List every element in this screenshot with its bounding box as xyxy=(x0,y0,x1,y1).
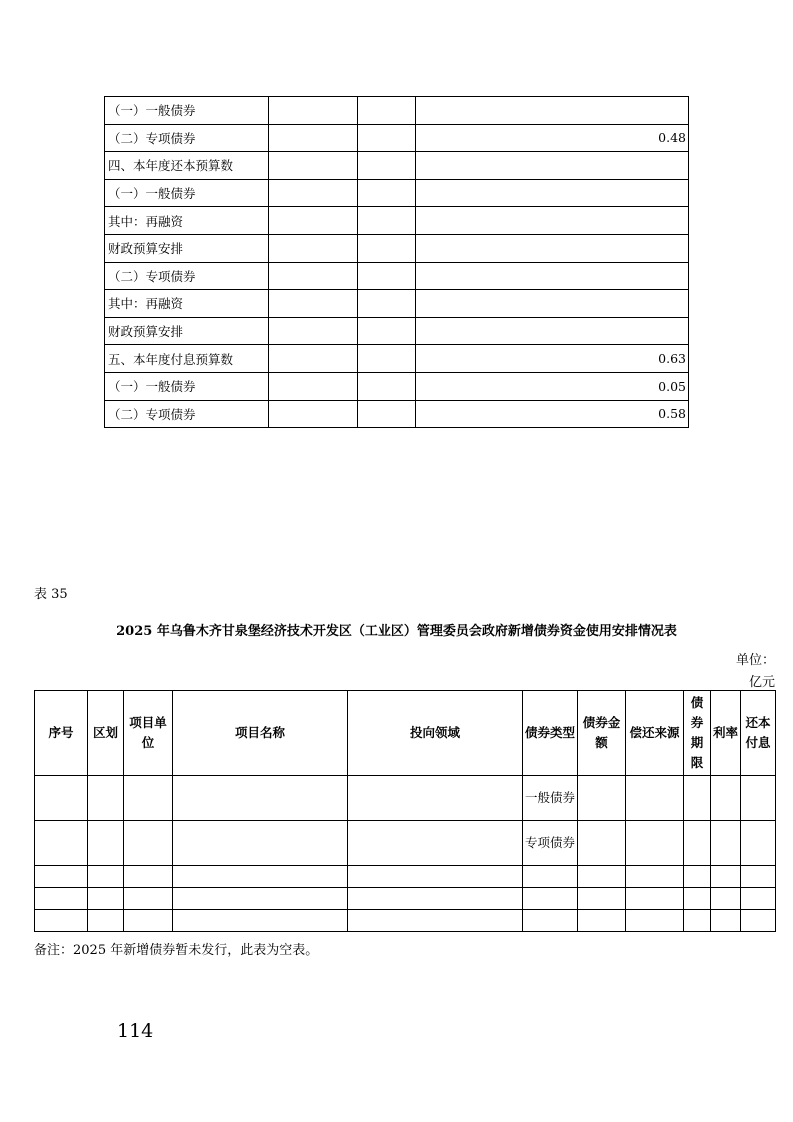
table-row xyxy=(35,888,776,910)
row-value xyxy=(416,179,689,207)
row-label: （二）专项债券 xyxy=(105,124,269,152)
row-label: 财政预算安排 xyxy=(105,317,269,345)
header-index: 序号 xyxy=(35,691,88,776)
row-label: （一）一般债券 xyxy=(105,179,269,207)
header-bond-amount: 债券金额 xyxy=(578,691,626,776)
table-row xyxy=(105,234,689,262)
table-row xyxy=(35,866,776,888)
table-row xyxy=(35,910,776,932)
row-value: 0.05 xyxy=(416,372,689,400)
table-row xyxy=(105,345,689,373)
row-value xyxy=(416,262,689,290)
row-label: （一）一般债券 xyxy=(105,97,269,125)
table-row xyxy=(105,207,689,235)
table-caption: 表 35 xyxy=(34,587,68,602)
row-value xyxy=(416,290,689,318)
header-repayment-source: 偿还来源 xyxy=(626,691,684,776)
row-value xyxy=(416,152,689,180)
row-label: 财政预算安排 xyxy=(105,234,269,262)
table-row xyxy=(105,97,689,125)
row-value xyxy=(416,317,689,345)
header-bond-type: 债券类型 xyxy=(523,691,578,776)
table-row xyxy=(105,152,689,180)
table-row xyxy=(105,372,689,400)
row-label: 其中：再融资 xyxy=(105,207,269,235)
row-value: 0.58 xyxy=(416,400,689,428)
row-value xyxy=(416,97,689,125)
table-row xyxy=(35,821,776,866)
budget-table xyxy=(104,96,689,428)
header-project-unit: 项目单位 xyxy=(124,691,173,776)
table-title: 2025 年乌鲁木齐甘泉堡经济技术开发区（工业区）管理委员会政府新增债券资金使用安排情况表 xyxy=(116,624,677,639)
new-bond-table xyxy=(34,690,776,932)
row-label: （二）专项债券 xyxy=(105,400,269,428)
table-row xyxy=(105,400,689,428)
footnote: 备注：2025 年新增债券暂未发行，此表为空表。 xyxy=(34,943,319,958)
header-principal-interest: 还本付息 xyxy=(741,691,776,776)
table-row xyxy=(105,290,689,318)
row-label: （二）专项债券 xyxy=(105,262,269,290)
row-value: 0.48 xyxy=(416,124,689,152)
bond-type-cell: 专项债券 xyxy=(523,821,578,866)
table-row xyxy=(105,179,689,207)
header-interest-rate: 利率 xyxy=(711,691,741,776)
header-investment-field: 投向领域 xyxy=(348,691,523,776)
table-row xyxy=(105,262,689,290)
row-label: 四、本年度还本预算数 xyxy=(105,152,269,180)
table-row xyxy=(35,776,776,821)
row-value xyxy=(416,234,689,262)
header-project-name: 项目名称 xyxy=(173,691,348,776)
header-bond-term: 债券期限 xyxy=(684,691,711,776)
header-region: 区划 xyxy=(88,691,124,776)
row-label: 五、本年度付息预算数 xyxy=(105,345,269,373)
row-label: （一）一般债券 xyxy=(105,372,269,400)
table-row xyxy=(105,124,689,152)
page-number: 114 xyxy=(117,1020,154,1042)
row-value: 0.63 xyxy=(416,345,689,373)
row-value xyxy=(416,207,689,235)
table-row xyxy=(105,317,689,345)
row-label: 其中：再融资 xyxy=(105,290,269,318)
bond-type-cell: 一般债券 xyxy=(523,776,578,821)
unit-label: 单位：亿元 xyxy=(735,653,775,690)
